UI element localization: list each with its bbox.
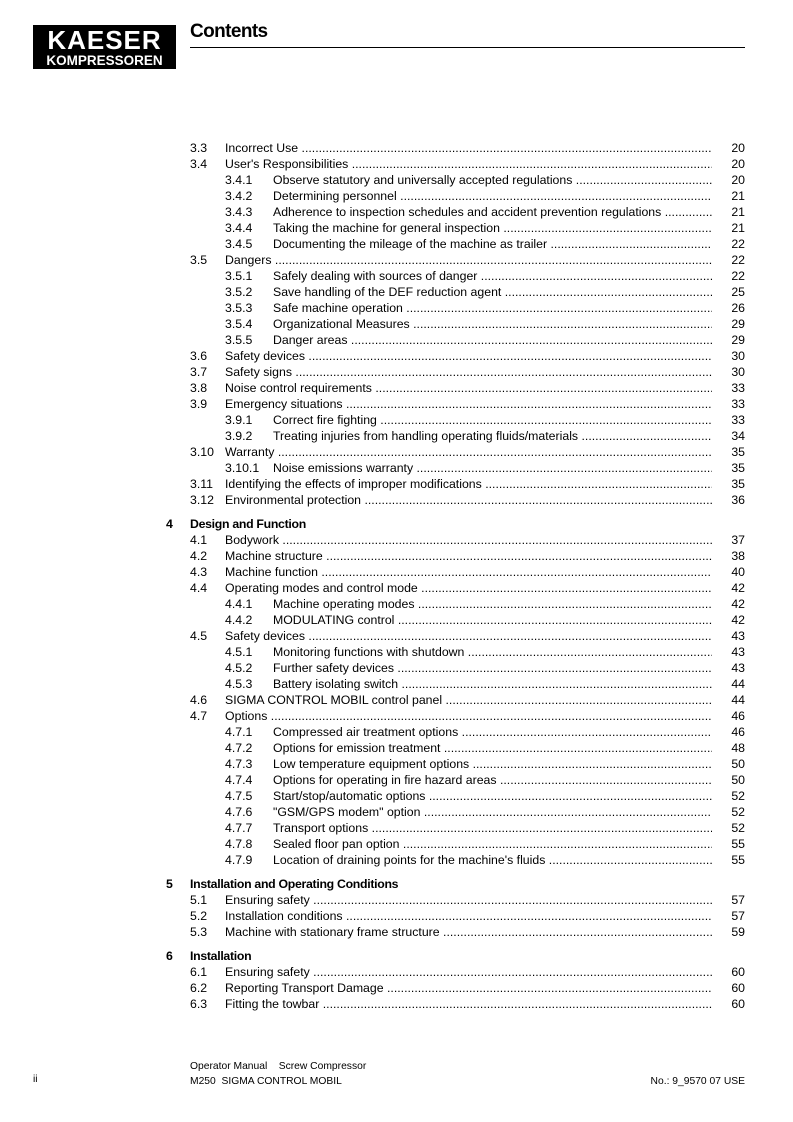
toc-entry-title: Noise control requirements ..... bbox=[225, 380, 712, 396]
kaeser-logo bbox=[33, 25, 176, 69]
toc-entry-page: 20 bbox=[731, 157, 745, 171]
toc-entry-title: Safe machine operation ..... bbox=[273, 300, 712, 316]
toc-entry-title: Bodywork ..... bbox=[225, 532, 712, 548]
toc-entry[interactable] bbox=[0, 788, 793, 804]
toc-entry-number: 6.2 bbox=[190, 981, 208, 995]
footer-model: M250 SIGMA CONTROL MOBIL bbox=[190, 1076, 342, 1087]
footer-document-number: No.: 9_9570 07 USE bbox=[650, 1076, 745, 1087]
toc-entry-page: 21 bbox=[731, 189, 745, 203]
toc-entry[interactable] bbox=[0, 980, 793, 996]
toc-entry-title: SIGMA CONTROL MOBIL control panel ..... bbox=[225, 692, 712, 708]
toc-entry-number: 4.6 bbox=[190, 693, 208, 707]
toc-entry[interactable] bbox=[0, 300, 793, 316]
toc-entry-number: 3.4.4 bbox=[225, 221, 253, 235]
toc-entry-page: 52 bbox=[731, 805, 745, 819]
toc-entry-number: 4.5.3 bbox=[225, 677, 253, 691]
toc-entry-title: Ensuring safety ..... bbox=[225, 964, 712, 980]
toc-entry[interactable] bbox=[0, 492, 793, 508]
toc-entry-number: 3.9.1 bbox=[225, 413, 253, 427]
toc-entry-title: Reporting Transport Damage ..... bbox=[225, 980, 712, 996]
toc-entry-number: 4.2 bbox=[190, 549, 208, 563]
toc-entry-page: 29 bbox=[731, 317, 745, 331]
footer-page-number: ii bbox=[33, 1074, 38, 1085]
toc-entry-title: Ensuring safety ..... bbox=[225, 892, 712, 908]
toc-entry-page: 34 bbox=[731, 429, 745, 443]
toc-entry-page: 22 bbox=[731, 237, 745, 251]
toc-entry-number: 4.4.1 bbox=[225, 597, 253, 611]
toc-entry-number: 4.7.5 bbox=[225, 789, 253, 803]
toc-entry-page: 36 bbox=[731, 493, 745, 507]
toc-entry-page: 33 bbox=[731, 381, 745, 395]
toc-chapter[interactable] bbox=[0, 516, 793, 532]
toc-entry-number: 5.3 bbox=[190, 925, 208, 939]
toc-entry-title: Machine operating modes ..... bbox=[273, 596, 712, 612]
toc-entry-number: 3.7 bbox=[190, 365, 208, 379]
toc-entry[interactable] bbox=[0, 852, 793, 868]
toc-entry-page: 37 bbox=[731, 533, 745, 547]
toc-entry-title: "GSM/GPS modem" option ..... bbox=[273, 804, 712, 820]
toc-chapter[interactable] bbox=[0, 876, 793, 892]
toc-entry[interactable] bbox=[0, 996, 793, 1012]
toc-entry[interactable] bbox=[0, 460, 793, 476]
toc-entry[interactable] bbox=[0, 412, 793, 428]
footer-manual-type: Operator Manual Screw Compressor bbox=[190, 1061, 367, 1072]
toc-entry-number: 4.7.8 bbox=[225, 837, 253, 851]
toc-entry[interactable] bbox=[0, 380, 793, 396]
toc-entry[interactable] bbox=[0, 724, 793, 740]
toc-entry-number: 3.10.1 bbox=[225, 461, 260, 475]
toc-entry[interactable] bbox=[0, 820, 793, 836]
toc-entry-number: 3.4.2 bbox=[225, 189, 253, 203]
toc-entry[interactable] bbox=[0, 204, 793, 220]
toc-entry[interactable] bbox=[0, 908, 793, 924]
toc-entry-page: 40 bbox=[731, 565, 745, 579]
toc-entry-title: Monitoring functions with shutdown ..... bbox=[273, 644, 712, 660]
toc-entry-page: 57 bbox=[731, 893, 745, 907]
toc-entry-number: 4.7.9 bbox=[225, 853, 253, 867]
toc-entry-page: 35 bbox=[731, 477, 745, 491]
toc-entry-title: Safety signs ..... bbox=[225, 364, 712, 380]
toc-entry-title: Identifying the effects of improper modifications ..... bbox=[225, 476, 712, 492]
toc-entry-page: 35 bbox=[731, 445, 745, 459]
toc-entry-page: 22 bbox=[731, 253, 745, 267]
toc-entry-page: 44 bbox=[731, 693, 745, 707]
toc-entry-number: 4.7.4 bbox=[225, 773, 253, 787]
toc-entry[interactable] bbox=[0, 740, 793, 756]
toc-entry-title: Taking the machine for general inspection ..... bbox=[273, 220, 712, 236]
toc-entry-number: 3.10 bbox=[190, 445, 214, 459]
toc-entry-page: 43 bbox=[731, 629, 745, 643]
toc-entry-page: 21 bbox=[731, 205, 745, 219]
toc-entry-number: 6.1 bbox=[190, 965, 208, 979]
toc-entry-title: Warranty ..... bbox=[225, 444, 712, 460]
toc-entry-page: 20 bbox=[731, 173, 745, 187]
toc-entry[interactable] bbox=[0, 892, 793, 908]
toc-entry-number: 6 bbox=[166, 949, 173, 963]
toc-entry-number: 5 bbox=[166, 877, 173, 891]
toc-entry-page: 57 bbox=[731, 909, 745, 923]
toc-entry[interactable] bbox=[0, 708, 793, 724]
toc-entry[interactable] bbox=[0, 628, 793, 644]
toc-entry-page: 42 bbox=[731, 597, 745, 611]
toc-entry-title: Start/stop/automatic options ..... bbox=[273, 788, 712, 804]
toc-entry-title: Location of draining points for the machine's fluids ..... bbox=[273, 852, 712, 868]
toc-entry-title: User's Responsibilities ..... bbox=[225, 156, 712, 172]
toc-entry-title: Noise emissions warranty ..... bbox=[273, 460, 712, 476]
toc-entry-title: Dangers ..... bbox=[225, 252, 712, 268]
toc-entry-title: Battery isolating switch ..... bbox=[273, 676, 712, 692]
toc-entry[interactable] bbox=[0, 236, 793, 252]
toc-entry[interactable] bbox=[0, 316, 793, 332]
toc-entry-number: 4.4.2 bbox=[225, 613, 253, 627]
toc-entry[interactable] bbox=[0, 188, 793, 204]
toc-entry-page: 50 bbox=[731, 773, 745, 787]
toc-entry[interactable] bbox=[0, 268, 793, 284]
toc-entry-page: 55 bbox=[731, 837, 745, 851]
toc-entry-title: Documenting the mileage of the machine as trailer ..... bbox=[273, 236, 712, 252]
toc-entry-page: 26 bbox=[731, 301, 745, 315]
toc-entry-title: MODULATING control ..... bbox=[273, 612, 712, 628]
toc-entry[interactable] bbox=[0, 924, 793, 940]
toc-entry-number: 4.5.2 bbox=[225, 661, 253, 675]
toc-entry-title: Emergency situations ..... bbox=[225, 396, 712, 412]
toc-entry[interactable] bbox=[0, 660, 793, 676]
toc-entry-number: 3.5.4 bbox=[225, 317, 253, 331]
toc-entry-page: 33 bbox=[731, 397, 745, 411]
toc-entry-title: Save handling of the DEF reduction agent ..... bbox=[273, 284, 712, 300]
toc-entry-number: 3.3 bbox=[190, 141, 208, 155]
toc-entry-number: 3.12 bbox=[190, 493, 214, 507]
toc-entry-title: Operating modes and control mode ..... bbox=[225, 580, 712, 596]
toc-entry-title: Compressed air treatment options ..... bbox=[273, 724, 712, 740]
toc-entry-number: 6.3 bbox=[190, 997, 208, 1011]
toc-entry-page: 20 bbox=[731, 141, 745, 155]
toc-entry-title: Low temperature equipment options ..... bbox=[273, 756, 712, 772]
toc-entry-title: Installation and Operating Conditions bbox=[190, 877, 399, 891]
toc-entry-page: 60 bbox=[731, 981, 745, 995]
toc-entry[interactable] bbox=[0, 396, 793, 412]
toc-entry-number: 4.7.3 bbox=[225, 757, 253, 771]
toc-entry-page: 44 bbox=[731, 677, 745, 691]
toc-entry-number: 3.11 bbox=[190, 477, 214, 491]
toc-entry-title: Safely dealing with sources of danger ..... bbox=[273, 268, 712, 284]
toc-entry-page: 60 bbox=[731, 997, 745, 1011]
toc-entry-title: Machine with stationary frame structure ..... bbox=[225, 924, 712, 940]
toc-entry[interactable] bbox=[0, 532, 793, 548]
toc-entry[interactable] bbox=[0, 332, 793, 348]
toc-entry-page: 48 bbox=[731, 741, 745, 755]
toc-entry-number: 3.9.2 bbox=[225, 429, 253, 443]
toc-entry-title: Danger areas ..... bbox=[273, 332, 712, 348]
toc-entry-number: 3.4.5 bbox=[225, 237, 253, 251]
toc-entry-number: 5.1 bbox=[190, 893, 208, 907]
toc-entry-title: Safety devices ..... bbox=[225, 628, 712, 644]
toc-entry-number: 4.7.1 bbox=[225, 725, 253, 739]
toc-entry-title: Machine structure ..... bbox=[225, 548, 712, 564]
toc-entry-number: 3.4.1 bbox=[225, 173, 253, 187]
toc-entry[interactable] bbox=[0, 564, 793, 580]
toc-entry-number: 4 bbox=[166, 517, 173, 531]
toc-entry-number: 4.7.7 bbox=[225, 821, 253, 835]
toc-entry-page: 25 bbox=[731, 285, 745, 299]
toc-entry[interactable] bbox=[0, 156, 793, 172]
toc-entry[interactable] bbox=[0, 596, 793, 612]
toc-entry-number: 4.4 bbox=[190, 581, 208, 595]
toc-entry-title: Observe statutory and universally accepted regulations ..... bbox=[273, 172, 712, 188]
toc-entry[interactable] bbox=[0, 548, 793, 564]
toc-entry-title: Treating injuries from handling operating fluids/materials ..... bbox=[273, 428, 712, 444]
toc-entry-title: Sealed floor pan option ..... bbox=[273, 836, 712, 852]
toc-entry-title: Safety devices ..... bbox=[225, 348, 712, 364]
toc-entry-title: Machine function ..... bbox=[225, 564, 712, 580]
header-rule bbox=[190, 47, 745, 48]
toc-entry-page: 52 bbox=[731, 789, 745, 803]
toc-entry-number: 5.2 bbox=[190, 909, 208, 923]
toc-entry-number: 3.5.5 bbox=[225, 333, 253, 347]
toc-entry-page: 46 bbox=[731, 709, 745, 723]
page-title: Contents bbox=[190, 21, 268, 42]
toc-entry[interactable] bbox=[0, 772, 793, 788]
logo-line-2: KOMPRESSOREN bbox=[46, 53, 163, 68]
toc-entry-number: 3.4.3 bbox=[225, 205, 253, 219]
toc-entry-title: Correct fire fighting ..... bbox=[273, 412, 712, 428]
toc-entry-title: Options for operating in fire hazard areas ..... bbox=[273, 772, 712, 788]
toc-entry-title: Installation conditions ..... bbox=[225, 908, 712, 924]
toc-entry-page: 42 bbox=[731, 613, 745, 627]
toc-entry-page: 30 bbox=[731, 349, 745, 363]
toc-entry-title: Design and Function bbox=[190, 517, 306, 531]
toc-entry-title: Incorrect Use ..... bbox=[225, 140, 712, 156]
toc-entry-number: 3.4 bbox=[190, 157, 208, 171]
toc-entry-title: Adherence to inspection schedules and accident prevention regulations ..... bbox=[273, 204, 712, 220]
toc-entry-title: Fitting the towbar ..... bbox=[225, 996, 712, 1012]
toc-entry-title: Transport options ..... bbox=[273, 820, 712, 836]
toc-entry-page: 60 bbox=[731, 965, 745, 979]
toc-entry-page: 52 bbox=[731, 821, 745, 835]
toc-entry-number: 3.8 bbox=[190, 381, 208, 395]
toc-entry[interactable] bbox=[0, 172, 793, 188]
toc-entry-page: 50 bbox=[731, 757, 745, 771]
toc-entry[interactable] bbox=[0, 444, 793, 460]
toc-entry[interactable] bbox=[0, 284, 793, 300]
toc-entry[interactable] bbox=[0, 644, 793, 660]
toc-entry[interactable] bbox=[0, 348, 793, 364]
toc-entry-page: 33 bbox=[731, 413, 745, 427]
toc-entry-page: 42 bbox=[731, 581, 745, 595]
toc-entry[interactable] bbox=[0, 676, 793, 692]
toc-entry-title: Environmental protection ..... bbox=[225, 492, 712, 508]
toc-entry-number: 4.7.6 bbox=[225, 805, 253, 819]
toc-entry-page: 29 bbox=[731, 333, 745, 347]
toc-entry-page: 38 bbox=[731, 549, 745, 563]
toc-entry-number: 4.3 bbox=[190, 565, 208, 579]
toc-entry[interactable] bbox=[0, 964, 793, 980]
toc-entry-title: Options for emission treatment ..... bbox=[273, 740, 712, 756]
toc-entry-page: 43 bbox=[731, 645, 745, 659]
table-of-contents bbox=[0, 140, 793, 1012]
toc-entry-page: 21 bbox=[731, 221, 745, 235]
toc-entry[interactable] bbox=[0, 804, 793, 820]
toc-entry-number: 3.9 bbox=[190, 397, 208, 411]
logo-line-1: KAESER bbox=[47, 25, 162, 55]
toc-entry-page: 43 bbox=[731, 661, 745, 675]
toc-entry-title: Installation bbox=[190, 949, 252, 963]
toc-entry-number: 3.5 bbox=[190, 253, 208, 267]
toc-entry[interactable] bbox=[0, 140, 793, 156]
toc-entry-page: 35 bbox=[731, 461, 745, 475]
toc-entry[interactable] bbox=[0, 612, 793, 628]
toc-entry-number: 3.6 bbox=[190, 349, 208, 363]
toc-entry-title: Options ..... bbox=[225, 708, 712, 724]
toc-entry-page: 30 bbox=[731, 365, 745, 379]
toc-entry[interactable] bbox=[0, 692, 793, 708]
toc-chapter[interactable] bbox=[0, 948, 793, 964]
toc-entry[interactable] bbox=[0, 756, 793, 772]
toc-entry-number: 3.5.2 bbox=[225, 285, 253, 299]
toc-entry-number: 4.5 bbox=[190, 629, 208, 643]
toc-entry-title: Organizational Measures ..... bbox=[273, 316, 712, 332]
toc-entry[interactable] bbox=[0, 252, 793, 268]
toc-entry[interactable] bbox=[0, 836, 793, 852]
toc-entry-page: 46 bbox=[731, 725, 745, 739]
toc-entry-number: 4.1 bbox=[190, 533, 208, 547]
toc-entry[interactable] bbox=[0, 428, 793, 444]
toc-entry[interactable] bbox=[0, 476, 793, 492]
toc-entry[interactable] bbox=[0, 364, 793, 380]
toc-entry-number: 3.5.1 bbox=[225, 269, 253, 283]
toc-entry[interactable] bbox=[0, 220, 793, 236]
toc-entry-page: 55 bbox=[731, 853, 745, 867]
toc-entry-number: 4.7 bbox=[190, 709, 208, 723]
toc-entry[interactable] bbox=[0, 580, 793, 596]
toc-entry-title: Further safety devices ..... bbox=[273, 660, 712, 676]
toc-entry-number: 4.5.1 bbox=[225, 645, 253, 659]
toc-entry-page: 59 bbox=[731, 925, 745, 939]
toc-entry-page: 22 bbox=[731, 269, 745, 283]
toc-entry-number: 4.7.2 bbox=[225, 741, 253, 755]
toc-entry-title: Determining personnel ..... bbox=[273, 188, 712, 204]
toc-entry-number: 3.5.3 bbox=[225, 301, 253, 315]
